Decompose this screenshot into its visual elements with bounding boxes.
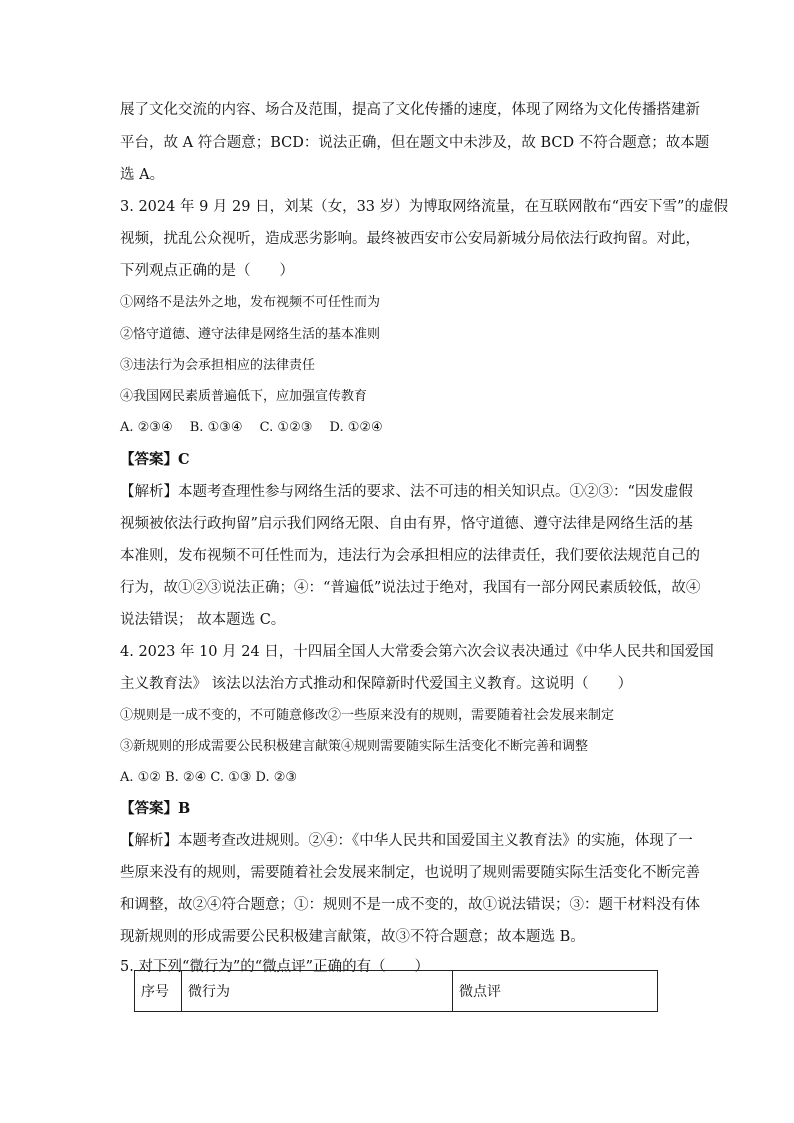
statement-item: ②恪守道德、遵守法律是网络生活的基本准则 xyxy=(120,327,381,342)
text-line: 主义教育法》 该法以法治方式推动和保障新时代爱国主义教育。这说明（ ） xyxy=(120,676,633,692)
table-header-row xyxy=(135,971,658,1012)
table-header-cell: 序号 xyxy=(135,971,182,1012)
question-4-stem: 4. 2023 年 10 月 24 日，十四届全国人大常委会第六次会议表决通过《中华人民共和国爱国 xyxy=(120,644,714,660)
text-line: 视频被依法行政拘留”启示我们网络无限、自由有界，恪守道德、遵守法律是网络生活的基 xyxy=(120,516,693,532)
statement-item: ③新规则的形成需要公民积极建言献策④规则需要随实际生活变化不断完善和调整 xyxy=(120,739,589,754)
question-5-stem: 5. 对下列“微行为”的“微点评”正确的有（ ） xyxy=(120,959,430,975)
evaluation-table xyxy=(134,970,658,1012)
text-line: 些原来没有的规则，需要随着社会发展来制定，也说明了规则需要随实际生活变化不断完善 xyxy=(120,865,700,881)
text-line: 行为，故①②③说法正确；④：“普遍低”说法过于绝对，我国有一部分网民素质较低，故④ xyxy=(120,580,701,596)
statement-item: ①网络不是法外之地，发布视频不可任性而为 xyxy=(120,295,381,310)
text-line: 说法错误； 故本题选 C。 xyxy=(120,612,286,628)
statement-item: ③违法行为会承担相应的法律责任 xyxy=(120,358,316,373)
question-3-stem: 3. 2024 年 9 月 29 日，刘某（女，33 岁）为博取网络流量，在互联网散布“西安下雪”的虚假 xyxy=(120,199,728,215)
text-line: 展了文化交流的内容、场合及范围，提高了文化传播的速度，体现了网络为文化传播搭建新 xyxy=(120,102,700,118)
table-header-cell: 微点评 xyxy=(453,971,658,1012)
statement-item: ①规则是一成不变的，不可随意修改②一些原来没有的规则，需要随着社会发展来制定 xyxy=(120,708,615,723)
answer-options: A. ②③④ B. ①③④ C. ①②③ D. ①②④ xyxy=(120,420,383,435)
answer-options: A. ①② B. ②④ C. ①③ D. ②③ xyxy=(120,770,298,785)
text-line: 本准则，发布视频不可任性而为，违法行为会承担相应的法律责任，我们要依法规范自己的 xyxy=(120,548,700,564)
statement-item: ④我国网民素质普遍低下，应加强宣传教育 xyxy=(120,389,368,404)
text-line: 现新规则的形成需要公民积极建言献策，故③不符合题意；故本题选 B。 xyxy=(120,929,585,945)
text-line: 下列观点正确的是（ ） xyxy=(120,263,294,279)
text-line: 视频，扰乱公众视听，造成恶劣影响。最终被西安市公安局新城分局依法行政拘留。对此， xyxy=(120,231,700,247)
text-line: 选 A。 xyxy=(120,167,165,183)
answer-label: 【答案】C xyxy=(120,451,190,468)
analysis-text: 【解析】本题考查理性参与网络生活的要求、法不可违的相关知识点。①②③：“因发虚假 xyxy=(120,484,693,500)
analysis-text: 【解析】本题考查改进规则。②④：《中华人民共和国爱国主义教育法》的实施，体现了一 xyxy=(120,833,693,849)
answer-label: 【答案】B xyxy=(120,800,191,817)
text-line: 和调整，故②④符合题意；①：规则不是一成不变的，故①说法错误；③：题干材料没有体 xyxy=(120,897,700,913)
table-header-cell: 微行为 xyxy=(182,971,453,1012)
text-line: 平台，故 A 符合题意；BCD：说法正确，但在题文中未涉及，故 BCD 不符合题意；故本题 xyxy=(120,135,710,151)
